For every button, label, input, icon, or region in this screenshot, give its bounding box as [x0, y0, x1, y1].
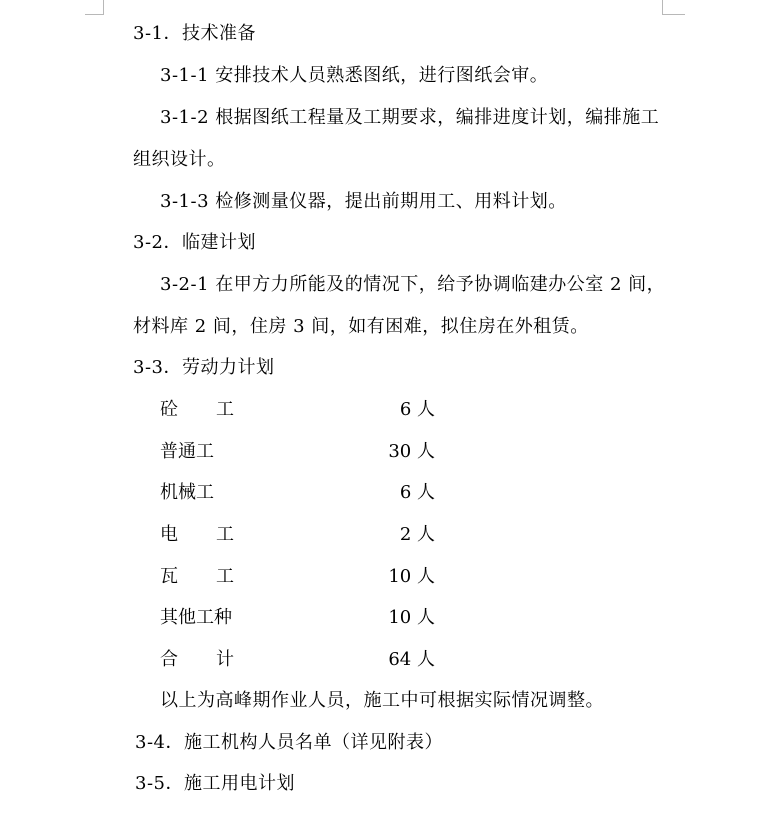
- heading-3-1: 3-1．技术准备: [133, 23, 256, 44]
- paragraph-3-2-1-line2: 材料库 2 间，住房 3 间，如有困难，拟住房在外租赁。: [133, 316, 589, 337]
- paragraph-3-1-2-line1: 3-1-2 根据图纸工程量及工期要求，编排进度计划，编排施工: [160, 107, 660, 128]
- labor-total-count: 64 人: [388, 649, 435, 670]
- paragraph-3-1-1: 3-1-1 安排技术人员熟悉图纸，进行图纸会审。: [160, 65, 549, 86]
- labor-trade: 瓦工: [160, 566, 272, 587]
- labor-note: 以上为高峰期作业人员，施工中可根据实际情况调整。: [160, 690, 604, 711]
- heading-3-3: 3-3．劳动力计划: [133, 357, 275, 378]
- labor-count: 10 人: [388, 607, 435, 628]
- labor-count: 10 人: [388, 566, 435, 587]
- labor-count: 2 人: [399, 524, 435, 545]
- heading-3-5: 3-5．施工用电计划: [135, 773, 295, 794]
- paragraph-3-1-2-line2: 组织设计。: [133, 149, 226, 170]
- labor-count: 6 人: [399, 399, 435, 420]
- labor-trade: 砼工: [160, 399, 272, 420]
- margin-corner-mark-right: [662, 0, 685, 15]
- heading-3-2: 3-2．临建计划: [133, 232, 256, 253]
- labor-count: 6 人: [399, 482, 435, 503]
- margin-corner-mark-left: [85, 0, 104, 15]
- heading-3-4: 3-4．施工机构人员名单（详见附表）: [135, 732, 443, 753]
- labor-trade: 机械工: [160, 482, 214, 503]
- labor-count: 30 人: [388, 441, 435, 462]
- labor-trade: 电工: [160, 524, 272, 545]
- labor-trade: 普通工: [160, 441, 214, 462]
- labor-total-label: 合计: [160, 649, 272, 670]
- labor-trade: 其他工种: [160, 607, 232, 628]
- paragraph-3-2-1-line1: 3-2-1 在甲方力所能及的情况下，给予协调临建办公室 2 间，: [160, 274, 666, 295]
- paragraph-3-1-3: 3-1-3 检修测量仪器，提出前期用工、用料计划。: [160, 191, 567, 212]
